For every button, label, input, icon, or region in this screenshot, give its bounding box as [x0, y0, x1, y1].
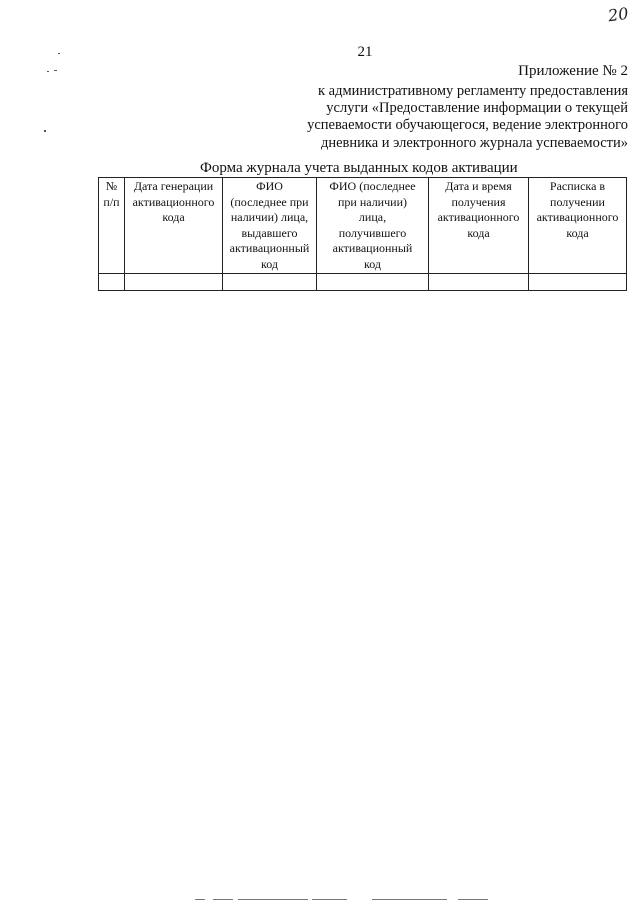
scan-line — [213, 899, 233, 900]
table-row — [99, 274, 627, 291]
appendix-line: услуги «Предоставление информации о текущей — [326, 100, 628, 117]
appendix-title: Приложение № 2 — [518, 63, 628, 79]
form-title: Форма журнала учета выданных кодов активации — [200, 160, 518, 176]
table-cell — [317, 274, 429, 291]
table-cell — [429, 274, 529, 291]
column-header-receipt-signature: Расписка в получении активационного кода — [529, 178, 627, 274]
appendix-line: успеваемости обучающегося, ведение электронного — [307, 117, 628, 134]
scan-line — [372, 899, 447, 900]
page-number: 21 — [357, 44, 373, 60]
scan-mark — [47, 71, 49, 72]
scan-line — [458, 899, 488, 900]
scan-mark — [58, 53, 60, 54]
activation-codes-journal-table — [98, 177, 627, 291]
scan-line — [312, 899, 347, 900]
column-header-number: № п/п — [99, 178, 125, 274]
scan-line — [238, 899, 308, 900]
scan-line — [195, 899, 205, 900]
column-header-recipient-name: ФИО (последнее при наличии) лица, получившего активационный код — [317, 178, 429, 274]
table-cell — [529, 274, 627, 291]
table-cell — [125, 274, 223, 291]
column-header-generation-date: Дата генерации активационного кода — [125, 178, 223, 274]
table-cell — [223, 274, 317, 291]
scan-mark — [44, 130, 46, 132]
column-header-issuer-name: ФИО (последнее при наличии) лица, выдавшего активационный код — [223, 178, 317, 274]
appendix-line: дневника и электронного журнала успеваемости» — [320, 134, 628, 151]
table-cell — [99, 274, 125, 291]
column-header-receipt-datetime: Дата и время получения активационного кода — [429, 178, 529, 274]
handwritten-page-number: 20 — [606, 3, 630, 26]
table-header-row — [99, 178, 627, 274]
appendix-description — [268, 83, 628, 152]
appendix-line: к административному регламенту предоставления — [317, 83, 628, 99]
scan-mark — [54, 70, 57, 71]
